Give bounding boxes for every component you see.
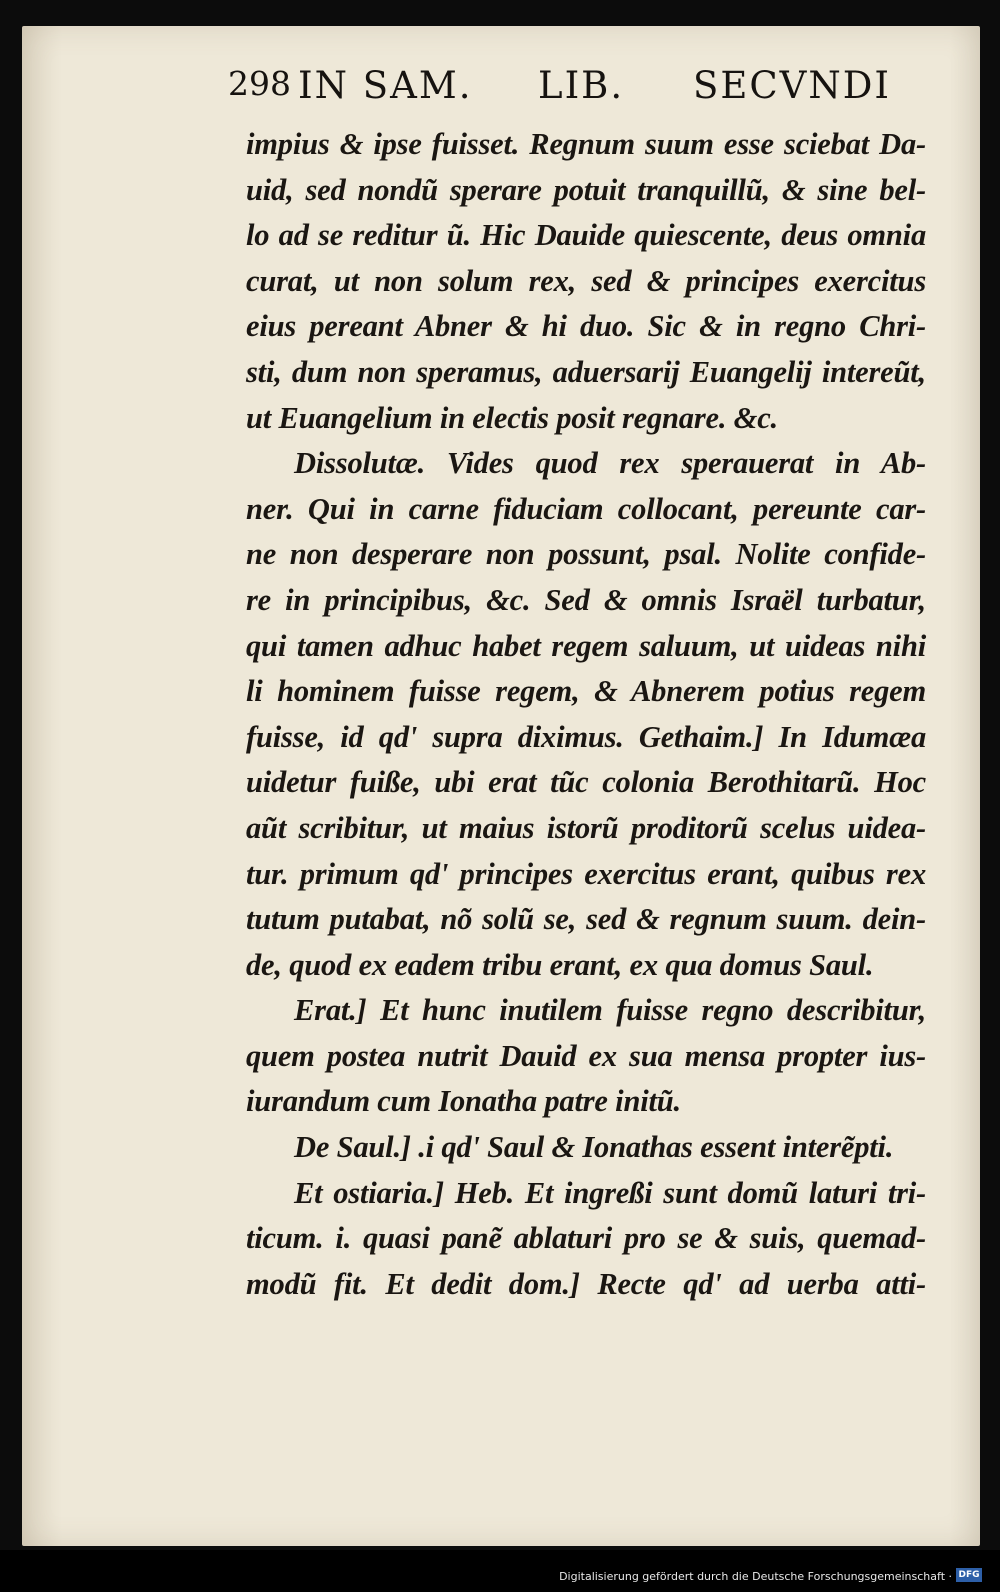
text-line: de, quod ex eadem tribu erant, ex qua domus Saul. [246, 947, 874, 982]
text-line: aũt scribitur, ut maius istorũ proditorũ scelus uidea- [246, 810, 926, 845]
text-line: ut Euangelium in electis posit regnare. &c. [246, 400, 778, 435]
text-line: sti, dum non speramus, aduersarij Euangelij intereũt, [246, 354, 926, 389]
running-head [228, 64, 892, 110]
text-line-paragraph-start: De Saul.] .i qd' Saul & Ionathas essent interẽpti. [294, 1130, 894, 1165]
text-line: tur. primum qd' principes exercitus erant, quibus rex [246, 856, 926, 891]
funding-credit: Digitalisierung gefördert durch die Deutsche Forschungsgemeinschaft · [559, 1570, 952, 1583]
page-number: 298 [228, 64, 291, 103]
text-line: eius pereant Abner & hi duo. Sic & in regno Chri- [246, 309, 926, 344]
text-line: iurandum cum Ionatha patre initũ. [246, 1084, 681, 1119]
text-line: lo ad se reditur ũ. Hic Dauide quiescente, deus omnia [246, 218, 926, 253]
text-line-paragraph-start: Erat.] Et hunc inutilem fuisse regno describitur, [294, 993, 926, 1028]
text-line: impius & ipse fuisset. Regnum suum esse sciebat Da- [246, 127, 926, 161]
text-line: qui tamen adhuc habet regem saluum, ut uideas nihi [246, 628, 926, 663]
running-head-part-1: IN SAM. [298, 64, 473, 107]
running-head-part-3: SECVNDI [693, 64, 892, 107]
dfg-logo: DFG [956, 1568, 982, 1582]
body-text [246, 122, 926, 1307]
text-line: uid, sed nondũ sperare potuit tranquillũ, & sine bel- [246, 172, 926, 207]
text-line: ticum. i. quasi panẽ ablaturi pro se & suis, quemad- [246, 1221, 926, 1256]
text-line: li hominem fuisse regem, & Abnerem potius regem [246, 674, 926, 709]
running-head-part-2: LIB. [538, 64, 625, 107]
text-line: curat, ut non solum rex, sed & principes exercitus [246, 263, 926, 298]
text-line: quem postea nutrit Dauid ex sua mensa propter ius- [246, 1038, 926, 1073]
text-line: ne non desperare non possunt, psal. Nolite confide- [246, 537, 926, 572]
text-line: re in principibus, &c. Sed & omnis Israël turbatur, [246, 582, 926, 617]
text-line: uidetur fuiße, ubi erat tũc colonia Berothitarũ. Hoc [246, 765, 926, 800]
text-line: fuisse, id qd' supra diximus. Gethaim.] In Idumæa [246, 719, 926, 754]
text-line-paragraph-start: Dissolutæ. Vides quod rex sperauerat in Ab- [294, 446, 926, 481]
text-line: tutum putabat, nõ solũ se, sed & regnum suum. dein- [246, 902, 926, 937]
text-line: ner. Qui in carne fiduciam collocant, pereunte car- [246, 491, 926, 526]
text-line: modũ fit. Et dedit dom.] Recte qd' ad uerba atti- [246, 1266, 926, 1301]
text-line-paragraph-start: Et ostiaria.] Heb. Et ingreßi sunt domũ laturi tri- [294, 1175, 926, 1210]
